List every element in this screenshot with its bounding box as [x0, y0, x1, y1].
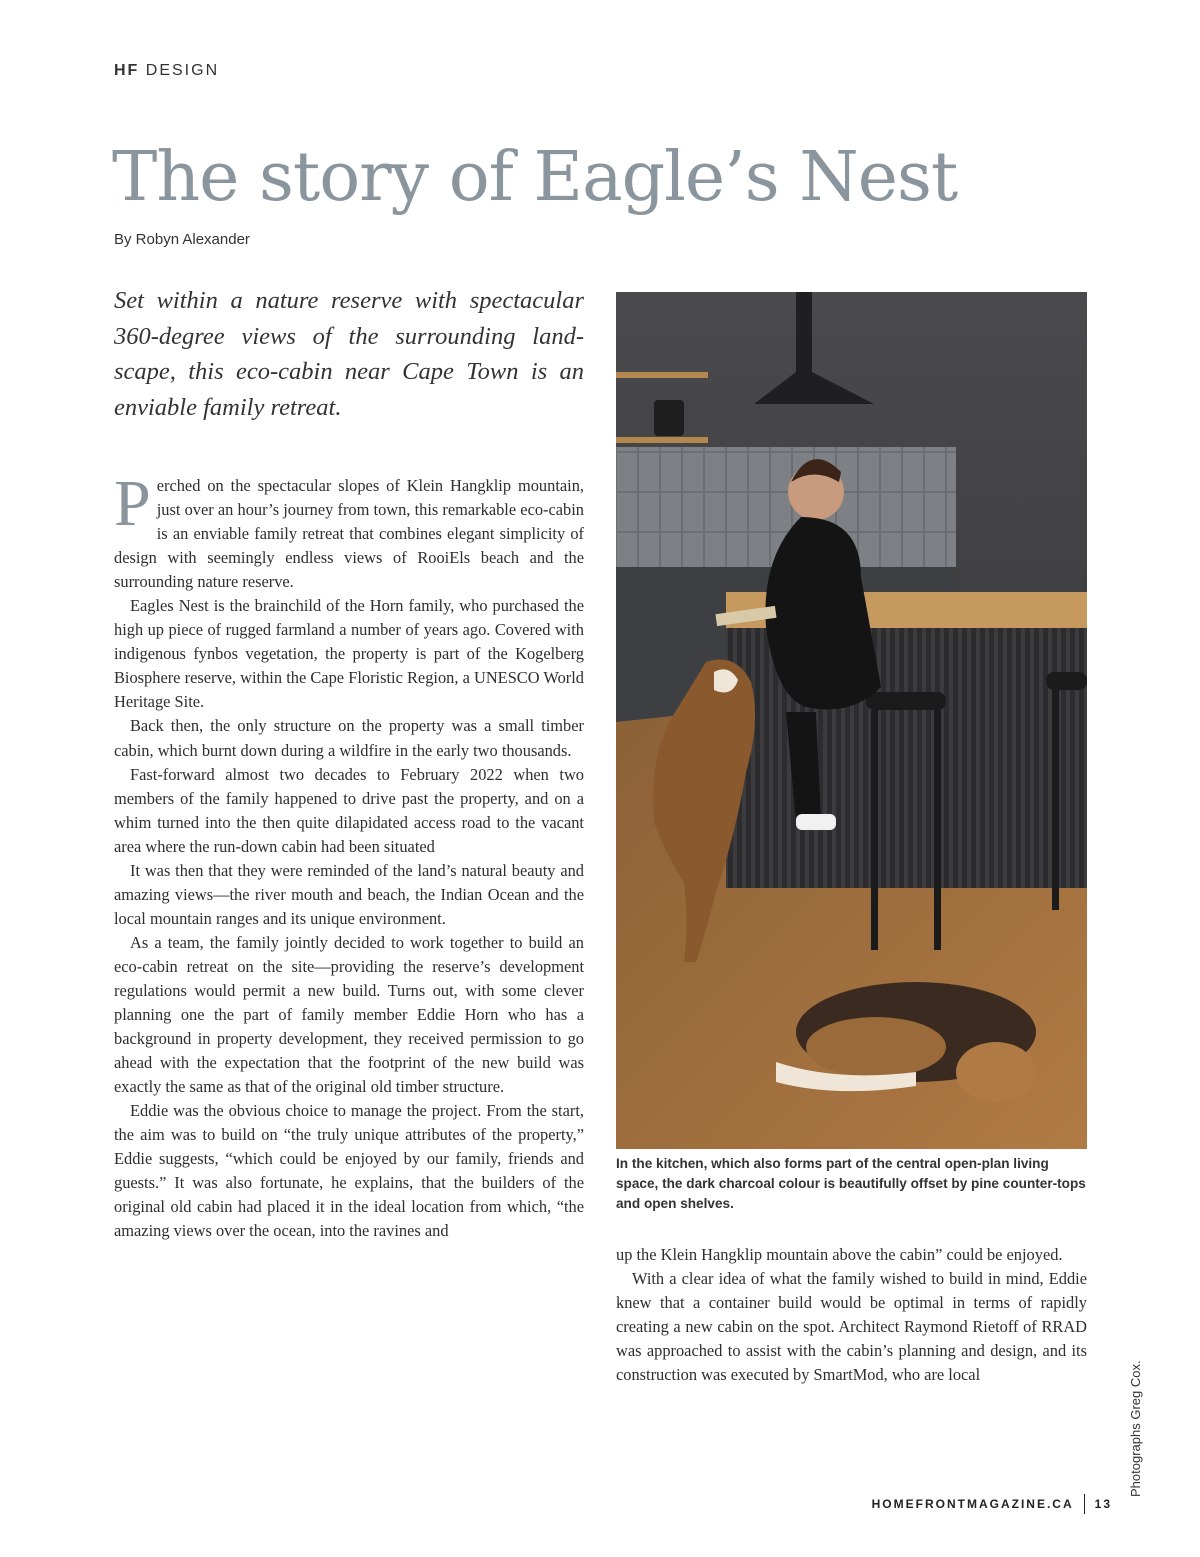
photo-caption: In the kitchen, which also forms part of the central open-plan living space, the dark charcoal colour is beautifully offset by pine counter-tops and open shelves.	[616, 1156, 1086, 1211]
page-number: 13	[1094, 1497, 1112, 1511]
kitchen-photo	[616, 292, 1087, 1149]
footer-site: HOMEFRONTMAGAZINE.CA	[871, 1497, 1074, 1511]
body-paragraph-4: Fast-forward almost two decades to February 2022 when two members of the family happened to drive past the property, and on a whim turned into the then quite dilapidated access road to the vacant area where the run-down cabin had been situated	[114, 764, 584, 856]
body-paragraph-8: up the Klein Hangklip mountain above the cabin” could be enjoyed.	[616, 1245, 1063, 1264]
body-paragraph-5: It was then that they were reminded of the land’s natural beauty and amazing views—the river mouth and beach, the Indian Ocean and the local mountain ranges and its unique environment.	[114, 860, 584, 928]
body-paragraph-1-text: erched on the spectacular slopes of Klein Hangklip mountain, just over an hour’s journey from town, this remarkable eco-cabin is an enviable family retreat that combines elegant simplicity of design with seemingly endless views of RooiEls beach and the surrounding nature reserve.	[114, 476, 584, 592]
body-paragraph-9: With a clear idea of what the family wished to build in mind, Eddie knew that a container build would be optimal in terms of rapidly creating a new cabin on the spot. Architect Raymond Rietoff of RRAD was approached to assist with the cabin’s planning and design, and its construction was executed by SmartMod, who are local	[616, 1269, 1087, 1385]
drop-cap: P	[114, 467, 151, 540]
body-paragraph-1	[114, 467, 584, 594]
body-column-left	[114, 467, 584, 1244]
photo-credit: Photographs Greg Cox.	[1128, 1360, 1143, 1497]
bar-stool	[866, 692, 946, 710]
page-title: The story of Eagle’s Nest	[112, 138, 958, 217]
page-footer	[872, 1493, 1112, 1515]
footer-divider	[1084, 1494, 1085, 1514]
body-paragraph-3: Back then, the only structure on the property was a small timber cabin, which burnt down during a wildfire in the early two thousands.	[114, 716, 584, 760]
body-column-right	[616, 1243, 1087, 1387]
section-label-name: DESIGN	[145, 62, 220, 79]
open-shelf	[616, 437, 708, 443]
toaster	[654, 400, 684, 436]
open-shelf	[616, 372, 708, 378]
bar-stool	[1046, 672, 1087, 690]
standfirst: Set within a nature reserve with spectacular 360-degree views of the surrounding land-scape, this eco-cabin near Cape Town is an enviable family retreat.	[114, 287, 584, 421]
body-paragraph-6: As a team, the family jointly decided to work together to build an eco-cabin retreat on the site—providing the reserve’s development regulations would permit a new build. Turns out, with some clever planning one the part of family member Eddie Horn who has a background in property development, they received permission to go ahead with the expectation that the footprint of the new build was exactly the same as that of the original old timber structure.	[114, 932, 584, 1097]
section-label	[114, 62, 219, 80]
byline: By Robyn Alexander	[114, 231, 250, 248]
section-label-bold: HF	[114, 62, 140, 79]
body-paragraph-2: Eagles Nest is the brainchild of the Horn family, who purchased the high up piece of rugged farmland a number of years ago. Covered with indigenous fynbos vegetation, the property is part of the Kogelberg Biosphere reserve, within the Cape Floristic Region, a UNESCO World Heritage Site.	[114, 596, 584, 712]
kitchen-photo-illustration	[616, 292, 1087, 1149]
body-paragraph-7: Eddie was the obvious choice to manage the project. From the start, the aim was to build on “the truly unique attributes of the property,” Eddie suggests, “which could be enjoyed by our family, friends and guests.” It was also fortunate, he explains, that the builders of the original old cabin had placed it in the ideal location from which, “the amazing views over the ocean, into the ravines and	[114, 1101, 584, 1241]
